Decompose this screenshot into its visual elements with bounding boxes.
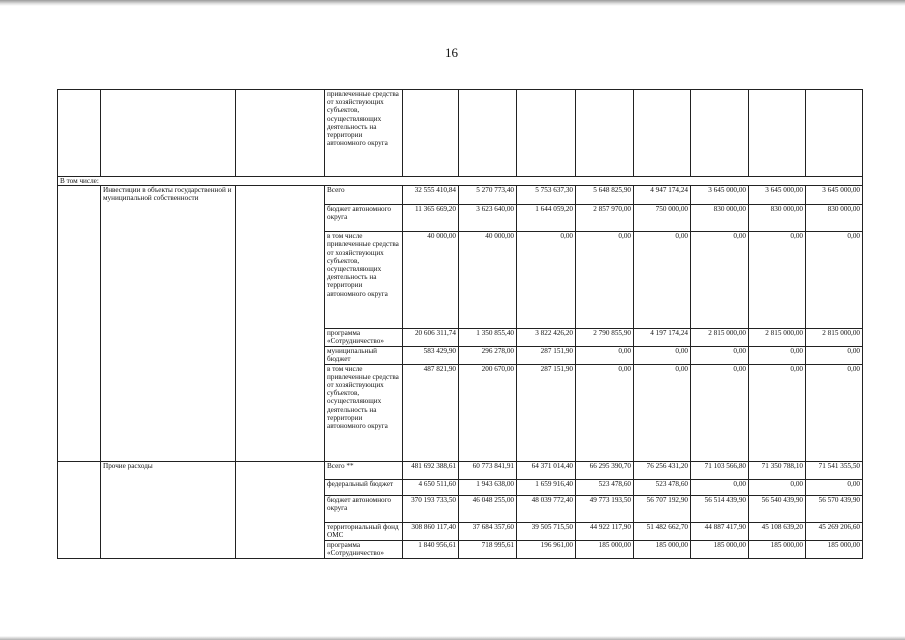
funding-source-cell: муниципальный бюджет [325,347,403,364]
value-cell: 2 790 855,90 [576,329,634,347]
value-cell: 830 000,00 [806,205,863,232]
value-cell: 56 540 439,90 [749,495,806,522]
value-cell: 0,00 [576,347,634,364]
section-title: Инвестиции в объекты государственной и муниципальной собственности [101,186,236,461]
value-cell: 0,00 [576,232,634,329]
table-row [58,461,863,479]
value-cell: 287 151,90 [517,364,576,461]
table-row [58,90,863,177]
value-cell: 0,00 [749,479,806,495]
table-row [58,186,863,205]
value-cell: 56 707 192,90 [634,495,691,522]
table-row [58,177,863,186]
value-cell: 37 684 357,60 [459,522,517,540]
funding-source-cell: бюджет автономного округа [325,205,403,232]
value-cell: 2 815 000,00 [749,329,806,347]
value-cell: 830 000,00 [691,205,749,232]
scan-edge-top [0,0,905,6]
value-cell: 0,00 [806,364,863,461]
value-cell: 200 670,00 [459,364,517,461]
value-cell: 3 645 000,00 [749,186,806,205]
value-cell: 1 943 638,00 [459,479,517,495]
value-cell: 56 570 439,90 [806,495,863,522]
value-cell: 718 995,61 [459,540,517,558]
value-cell: 11 365 669,20 [403,205,459,232]
value-cell: 32 555 410,84 [403,186,459,205]
value-cell: 1 350 855,40 [459,329,517,347]
value-cell: 71 541 355,50 [806,461,863,479]
value-cell: 830 000,00 [749,205,806,232]
value-cell: 0,00 [691,347,749,364]
value-cell: 370 193 733,50 [403,495,459,522]
value-cell: 5 648 825,90 [576,186,634,205]
value-cell: 60 773 841,91 [459,461,517,479]
value-cell: 0,00 [634,232,691,329]
value-cell: 750 000,00 [634,205,691,232]
value-cell: 39 505 715,50 [517,522,576,540]
value-cell: 3 822 426,20 [517,329,576,347]
value-cell: 0,00 [749,364,806,461]
funding-source-cell: Всего ** [325,461,403,479]
value-cell: 51 482 662,70 [634,522,691,540]
funding-source-cell: в том числе привлеченные средства от хозяйствующих субъектов, осуществляющих деятельность на территории автономного округа [325,232,403,329]
budget-table [57,89,863,559]
page-number: 16 [445,45,458,60]
value-cell: 0,00 [806,479,863,495]
value-cell: 71 103 566,80 [691,461,749,479]
value-cell: 0,00 [806,347,863,364]
funding-source-cell: Всего [325,186,403,205]
value-cell: 0,00 [691,232,749,329]
value-cell: 523 478,60 [576,479,634,495]
value-cell: 185 000,00 [634,540,691,558]
value-cell: 487 821,90 [403,364,459,461]
value-cell: 3 623 640,00 [459,205,517,232]
funding-source-cell: программа «Сотрудничество» [325,329,403,347]
value-cell: 48 039 772,40 [517,495,576,522]
value-cell: 0,00 [806,232,863,329]
value-cell: 0,00 [517,232,576,329]
value-cell: 0,00 [749,347,806,364]
value-cell: 185 000,00 [749,540,806,558]
value-cell: 2 857 970,00 [576,205,634,232]
value-cell: 5 270 773,40 [459,186,517,205]
value-cell: 308 860 117,40 [403,522,459,540]
value-cell: 287 151,90 [517,347,576,364]
funding-source-cell: в том числе привлеченные средства от хозяйствующих субъектов, осуществляющих деятельность на территории автономного округа [325,364,403,461]
funding-source-cell: привлеченные средства от хозяйствующих субъектов, осуществляющих деятельность на территории автономного округа [325,90,403,177]
value-cell: 481 692 388,61 [403,461,459,479]
value-cell: 1 659 916,40 [517,479,576,495]
value-cell: 523 478,60 [634,479,691,495]
value-cell: 583 429,90 [403,347,459,364]
value-cell: 185 000,00 [806,540,863,558]
value-cell: 66 295 390,70 [576,461,634,479]
value-cell: 0,00 [749,232,806,329]
funding-source-cell: территориальный фонд ОМС [325,522,403,540]
value-cell: 3 645 000,00 [691,186,749,205]
funding-source-cell: федеральный бюджет [325,479,403,495]
in-that-number-label: В том числе: [58,177,863,186]
section-title: Прочие расходы [101,461,236,558]
value-cell: 296 278,00 [459,347,517,364]
value-cell: 45 108 639,20 [749,522,806,540]
value-cell: 45 269 206,60 [806,522,863,540]
value-cell: 5 753 637,30 [517,186,576,205]
value-cell: 44 922 117,90 [576,522,634,540]
value-cell: 0,00 [691,364,749,461]
funding-source-cell: программа «Сотрудничество» [325,540,403,558]
value-cell: 46 048 255,00 [459,495,517,522]
value-cell: 40 000,00 [459,232,517,329]
value-cell: 185 000,00 [576,540,634,558]
value-cell: 4 197 174,24 [634,329,691,347]
value-cell: 196 961,00 [517,540,576,558]
value-cell: 0,00 [576,364,634,461]
value-cell: 49 773 193,50 [576,495,634,522]
value-cell: 56 514 439,90 [691,495,749,522]
value-cell: 44 887 417,90 [691,522,749,540]
value-cell: 4 947 174,24 [634,186,691,205]
value-cell: 0,00 [691,479,749,495]
value-cell: 20 606 311,74 [403,329,459,347]
value-cell: 3 645 000,00 [806,186,863,205]
value-cell: 1 644 059,20 [517,205,576,232]
value-cell: 71 350 788,10 [749,461,806,479]
value-cell: 2 815 000,00 [806,329,863,347]
value-cell: 64 371 014,40 [517,461,576,479]
value-cell: 2 815 000,00 [691,329,749,347]
value-cell: 0,00 [634,347,691,364]
value-cell: 40 000,00 [403,232,459,329]
value-cell: 1 840 956,61 [403,540,459,558]
value-cell: 0,00 [634,364,691,461]
value-cell: 4 650 511,60 [403,479,459,495]
value-cell: 76 256 431,20 [634,461,691,479]
value-cell: 185 000,00 [691,540,749,558]
scan-edge-bottom [0,636,905,640]
funding-source-cell: бюджет автономного округа [325,495,403,522]
